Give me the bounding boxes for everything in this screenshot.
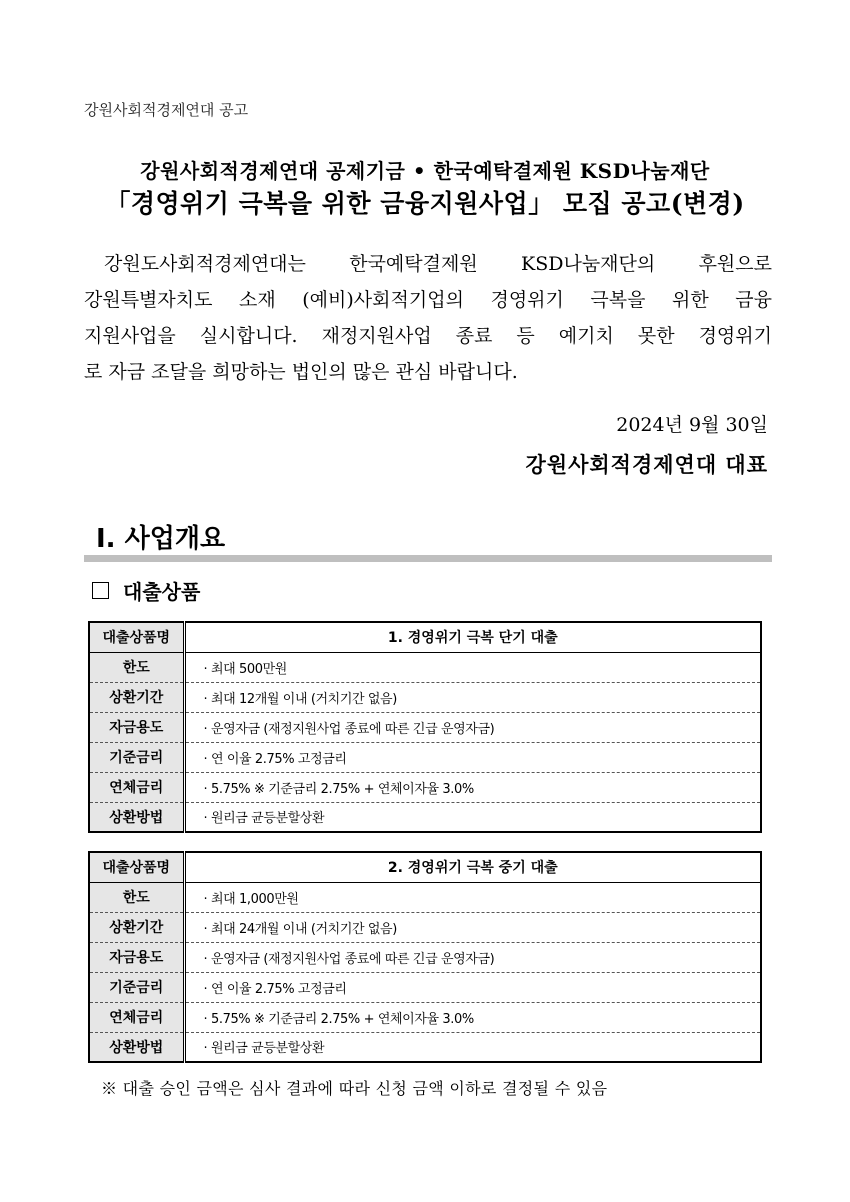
title-line-1: 강원사회적경제연대 공제기금 • 한국예탁결제원 KSD나눔재단 [140, 159, 710, 183]
row-key: 한도 [89, 882, 184, 912]
table-row [89, 912, 761, 942]
row-key: 상환기간 [89, 912, 184, 942]
org-label: 강원사회적경제연대 공고 [84, 101, 249, 119]
table-header-key: 대출상품명 [89, 622, 184, 652]
row-value: · 연 이율 2.75% 고정금리 [184, 742, 761, 772]
table-row [89, 802, 761, 832]
section-divider [84, 555, 772, 562]
row-value: · 5.75% ※ 기준금리 2.75% + 연체이자율 3.0% [184, 1002, 761, 1032]
subsection-label: 대출상품 [123, 580, 201, 604]
row-key: 연체금리 [89, 1002, 184, 1032]
row-value: · 최대 1,000만원 [184, 882, 761, 912]
intro-paragraph [84, 246, 772, 390]
signer: 강원사회적경제연대 대표 [525, 452, 768, 477]
section-heading: Ⅰ. 사업개요 [96, 524, 226, 554]
row-key: 기준금리 [89, 742, 184, 772]
table-row [89, 712, 761, 742]
table-row [89, 972, 761, 1002]
row-key: 한도 [89, 652, 184, 682]
table-header-value: 2. 경영위기 극복 중기 대출 [184, 852, 761, 882]
subsection-heading [92, 576, 200, 605]
row-value: · 최대 24개월 이내 (거치기간 없음) [184, 912, 761, 942]
table-header-key: 대출상품명 [89, 852, 184, 882]
table-row [89, 1002, 761, 1032]
table-row [89, 772, 761, 802]
row-value: · 연 이율 2.75% 고정금리 [184, 972, 761, 1002]
row-key: 상환방법 [89, 802, 184, 832]
row-value: · 운영자금 (재정지원사업 종료에 따른 긴급 운영자금) [184, 712, 761, 742]
row-value: · 5.75% ※ 기준금리 2.75% + 연체이자율 3.0% [184, 772, 761, 802]
row-value: · 최대 500만원 [184, 652, 761, 682]
title-line-2: 「경영위기 극복을 위한 금융지원사업」 모집 공고(변경) [105, 189, 745, 218]
row-value: · 최대 12개월 이내 (거치기간 없음) [184, 682, 761, 712]
row-key: 자금용도 [89, 712, 184, 742]
notice-date: 2024년 9월 30일 [616, 414, 768, 436]
row-value: · 운영자금 (재정지원사업 종료에 따른 긴급 운영자금) [184, 942, 761, 972]
row-key: 자금용도 [89, 942, 184, 972]
row-key: 상환방법 [89, 1032, 184, 1062]
intro-line: 로 자금 조달을 희망하는 법인의 많은 관심 바랍니다. [84, 361, 518, 383]
checkbox-icon [92, 582, 109, 599]
table-row [89, 942, 761, 972]
footnote: ※ 대출 승인 금액은 심사 결과에 따라 신청 금액 이하로 결정될 수 있음 [101, 1079, 608, 1098]
table-row [89, 652, 761, 682]
table-header-value: 1. 경영위기 극복 단기 대출 [184, 622, 761, 652]
table-row [89, 1032, 761, 1062]
intro-line: 지원사업을 실시합니다. 재정지원사업 종료 등 예기치 못한 경영위기 [84, 325, 772, 347]
table-row [89, 882, 761, 912]
row-value: · 원리금 균등분할상환 [184, 1032, 761, 1062]
row-value: · 원리금 균등분할상환 [184, 802, 761, 832]
loan-table-short-term [88, 621, 762, 833]
intro-line: 강원특별자치도 소재 (예비)사회적기업의 경영위기 극복을 위한 금융 [84, 289, 772, 311]
intro-line: 강원도사회적경제연대는 한국예탁결제원 KSD나눔재단의 후원으로 [104, 253, 772, 275]
row-key: 상환기간 [89, 682, 184, 712]
table-header-row [89, 852, 761, 882]
table-row [89, 742, 761, 772]
table-header-row [89, 622, 761, 652]
row-key: 기준금리 [89, 972, 184, 1002]
loan-table-mid-term [88, 851, 762, 1063]
row-key: 연체금리 [89, 772, 184, 802]
table-row [89, 682, 761, 712]
